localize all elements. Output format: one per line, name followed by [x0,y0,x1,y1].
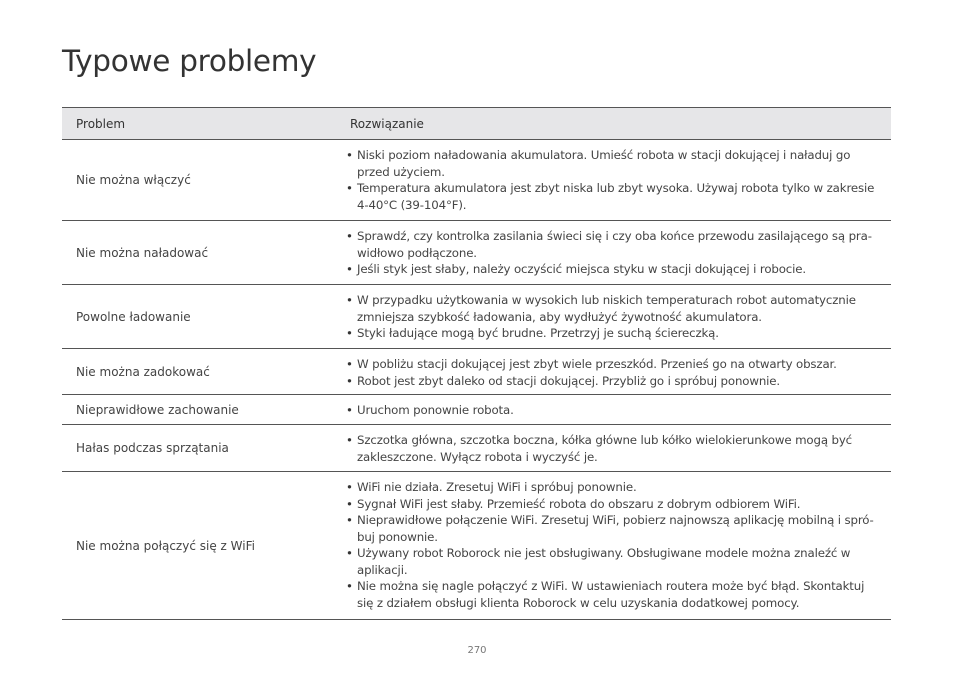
solution-cell [336,395,891,424]
solution-item: • Używany robot Roborock nie jest obsługiwany. Obsługiwane modele można znaleźć w aplikacji. [346,545,883,578]
solution-item: • W pobliżu stacji dokującej jest zbyt wiele przeszkód. Przenieś go na otwarty obszar. [346,356,883,373]
solution-cell [336,349,891,394]
solution-item: • Sprawdź, czy kontrolka zasilania świeci się i czy oba końce przewodu zasilającego są pra-widłowo podłączone. [346,228,883,261]
solution-item: • Sygnał WiFi jest słaby. Przemieść robota do obszaru z dobrym odbiorem WiFi. [346,496,883,513]
problem-cell: Nieprawidłowe zachowanie [76,402,239,417]
solution-item: • Uruchom ponownie robota. [346,402,883,419]
table-header [62,108,891,140]
problem-cell: Nie można naładować [76,245,209,260]
solution-item: • Robot jest zbyt daleko od stacji dokującej. Przybliż go i spróbuj ponownie. [346,373,883,390]
problem-cell: Nie można połączyć się z WiFi [76,538,255,553]
solution-item: • Jeśli styk jest słaby, należy oczyścić miejsca styku w stacji dokującej i robocie. [346,261,883,278]
table-row [62,472,891,620]
column-header-problem: Problem [76,116,126,131]
solution-item: • Niski poziom naładowania akumulatora. Umieść robota w stacji dokującej i naładuj go przed użyciem. [346,147,883,180]
table-row [62,140,891,221]
page-title: Typowe problemy [62,44,317,78]
problem-cell: Nie można zadokować [76,364,210,379]
solution-cell [336,221,891,284]
solution-item: • Styki ładujące mogą być brudne. Przetrzyj je suchą ściereczką. [346,325,883,342]
column-header-solution: Rozwiązanie [350,116,424,131]
table-row [62,221,891,285]
solution-item: • Szczotka główna, szczotka boczna, kółka główne lub kółko wielokierunkowe mogą być zakleszczone. Wyłącz robota i wyczyść je. [346,432,883,465]
solution-cell [336,472,891,619]
solution-item: • Nieprawidłowe połączenie WiFi. Zresetuj WiFi, pobierz najnowszą aplikację mobilną i spró-buj ponownie. [346,512,883,545]
solution-item: • WiFi nie działa. Zresetuj WiFi i spróbuj ponownie. [346,479,883,496]
solution-cell [336,285,891,348]
problem-cell: Nie można włączyć [76,173,191,187]
solution-cell [336,425,891,471]
solution-cell [336,140,891,220]
table-row [62,349,891,395]
troubleshooting-table [62,107,891,620]
problem-cell: Hałas podczas sprzątania [76,441,229,455]
solution-item: • W przypadku użytkowania w wysokich lub niskich temperaturach robot automatycznie zmniejsza szybkość ładowania, aby wydłużyć żywotność akumulatora. [346,292,883,325]
problem-cell: Powolne ładowanie [76,309,191,324]
page-number: 270 [467,645,487,656]
solution-item: • Temperatura akumulatora jest zbyt niska lub zbyt wysoka. Używaj robota tylko w zakresie 4-40°C (39-104°F). [346,180,883,213]
table-row [62,425,891,472]
table-row [62,285,891,349]
solution-item: • Nie można się nagle połączyć z WiFi. W ustawieniach routera może być błąd. Skontaktuj się z działem obsługi klienta Roborock w celu uzyskania dodatkowej pomocy. [346,578,883,611]
table-row [62,395,891,425]
